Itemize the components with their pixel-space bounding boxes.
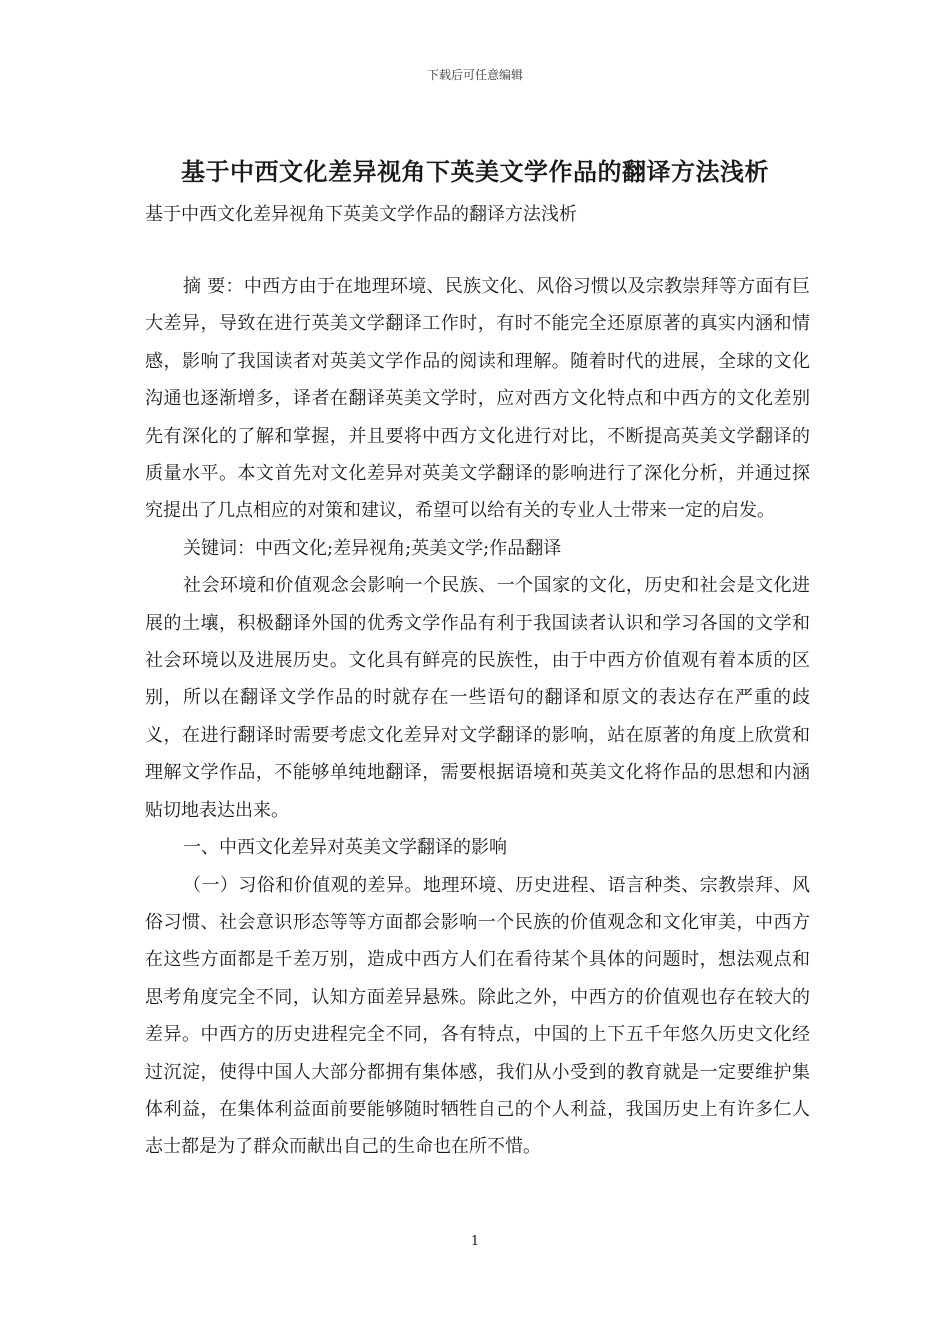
intro-paragraph: 社会环境和价值观念会影响一个民族、一个国家的文化，历史和社会是文化进展的土壤，积极翻译外国的优秀文学作品有利于我国读者认识和学习各国的文学和社会环境以及进展历史。文化具有鲜亮的民族性，由于中西方价值观有着本质的区别，所以在翻译文学作品的时就存在一些语句的翻译和原文的表达存在严重的歧义，在进行翻译时需要考虑文化差异对文学翻译的影响，站在原著的角度上欣赏和理解文学作品，不能够单纯地翻译，需要根据语境和英美文化将作品的思想和内涵贴切地表达出来。 bbox=[145, 575, 810, 821]
abstract-paragraph: 摘 要：中西方由于在地理环境、民族文化、风俗习惯以及宗教崇拜等方面有巨大差异，导致在进行英美文学翻译工作时，有时不能完全还原原著的真实内涵和情感，影响了我国读者对英美文学作品的阅读和理解。随着时代的进展，全球的文化沟通也逐渐增多，译者在翻译英美文学时，应对西方文化特点和中西方的文化差别先有深化的了解和掌握，并且要将中西方文化进行对比，不断提高英美文学翻译的质量水平。本文首先对文化差异对英美文学翻译的影响进行了深化分析，并通过探究提出了几点相应的对策和建议，希望可以给有关的专业人士带来一定的启发。 bbox=[145, 276, 810, 522]
section-heading: 一、中西文化差异对英美文学翻译的影响 bbox=[183, 837, 507, 859]
document-subtitle: 基于中西文化差异视角下英美文学作品的翻译方法浅析 bbox=[145, 204, 577, 225]
keywords-paragraph: 关键词：中西文化;差异视角;英美文学;作品翻译 bbox=[183, 537, 562, 559]
document-title: 基于中西文化差异视角下英美文学作品的翻译方法浅析 bbox=[181, 157, 769, 186]
header-note: 下载后可任意编辑 bbox=[426, 68, 523, 82]
page-number: 1 bbox=[470, 1234, 480, 1249]
document-body bbox=[145, 268, 810, 1166]
subsection-paragraph: （一）习俗和价值观的差异。地理环境、历史进程、语言种类、宗教崇拜、风俗习惯、社会意识形态等等方面都会影响一个民族的价值观念和文化审美，中西方在这些方面都是千差万别，造成中西方人们在看待某个具体的问题时，想法观点和思考角度完全不同，认知方面差异悬殊。除此之外，中西方的价值观也存在较大的差异。中西方的历史进程完全不同，各有特点，中国的上下五千年悠久历史文化经过沉淀，使得中国人大部分都拥有集体感，我们从小受到的教育就是一定要维护集体利益，在集体利益面前要能够随时牺牲自己的个人利益，我国历史上有许多仁人志士都是为了群众而献出自己的生命也在所不惜。 bbox=[145, 874, 810, 1158]
